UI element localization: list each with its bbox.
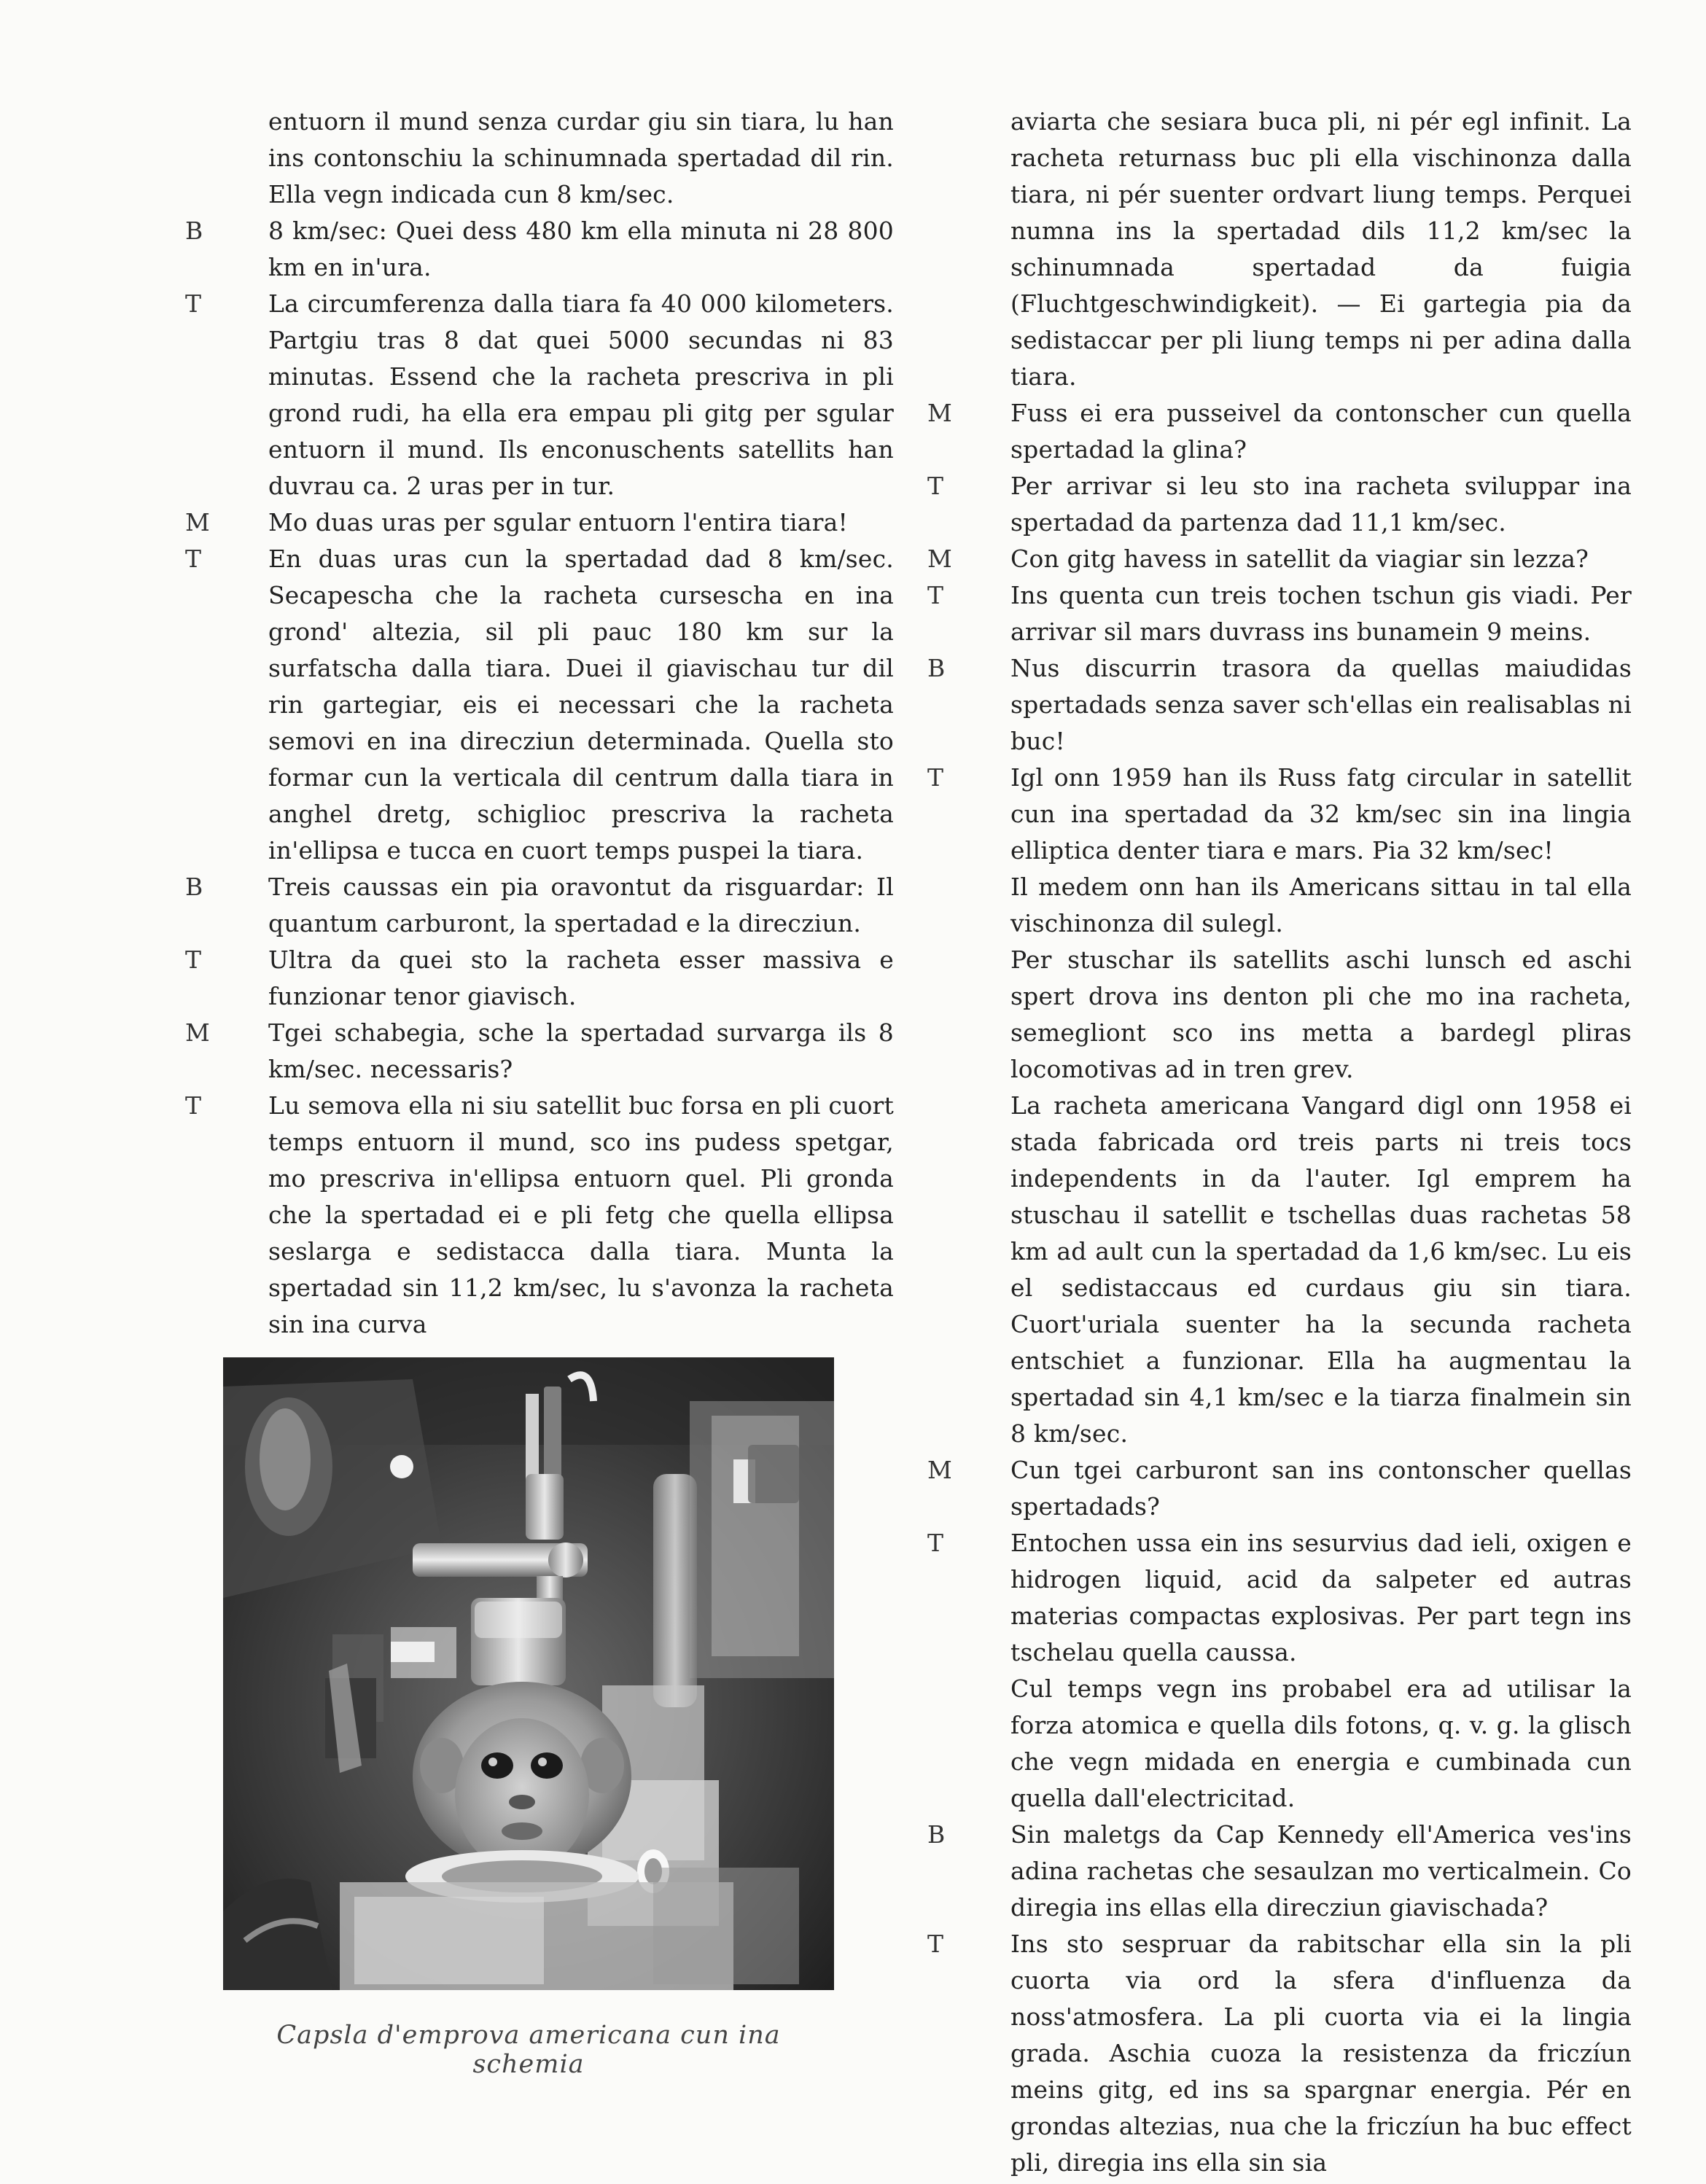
dialogue-text: Treis caussas ein pia oravontut da risguardar: Il quantum carburont, la spertadad e la direcziun. xyxy=(268,873,894,937)
dialogue-text: Cun tgei carburont san ins contonscher quellas spertadads? xyxy=(1010,1456,1632,1521)
speaker-label: B xyxy=(185,217,203,245)
speaker-label: T xyxy=(185,1091,202,1120)
dialogue-entry xyxy=(927,650,1632,760)
monkey-photo xyxy=(223,1357,834,1990)
dialogue-text: Ins quenta cun treis tochen tschun gis viadi. Per arrivar sil mars duvrass ins bunamein 9 meins. xyxy=(1010,581,1632,646)
dialogue-entry xyxy=(927,1671,1632,1817)
left-column xyxy=(185,104,894,1343)
dialogue-entry xyxy=(185,1015,894,1088)
speaker-label: M xyxy=(185,1018,210,1047)
dialogue-entry xyxy=(927,1817,1632,1926)
dialogue-text: Con gitg havess in satellit da viagiar sin lezza? xyxy=(1010,545,1589,573)
dialogue-text: En duas uras cun la spertadad dad 8 km/sec. Secapescha che la racheta cursescha en ina grond' altezia, sil pli pauc 180 km sur la surfatscha dalla tiara. Duei il giavischau tur dil rin gartegiar, eis ei necessari che la racheta semovi en ina direcziun determinada. Quella sto formar cun la verticala dil centrum dalla tiara in anghel dretg, schiglioc prescriva la racheta in'ellipsa e tucca en cuort temps puspei la tiara. xyxy=(268,545,894,865)
dialogue-entry xyxy=(927,1088,1632,1452)
speaker-label: M xyxy=(927,1456,952,1484)
speaker-label xyxy=(185,104,268,213)
speaker-label: T xyxy=(185,289,202,318)
photo-caption: Capsla d'emprova americana cun ina schemia xyxy=(276,2021,781,2079)
speaker-label: B xyxy=(927,654,946,682)
dialogue-entry xyxy=(185,104,894,213)
dialogue-entry xyxy=(927,395,1632,468)
dialogue-text: Per arrivar si leu sto ina racheta sviluppar ina spertadad da partenza dad 11,1 km/sec. xyxy=(1010,472,1632,537)
speaker-label: T xyxy=(927,472,944,500)
dialogue-entry xyxy=(185,541,894,869)
dialogue-text: Entochen ussa ein ins sesurvius dad ieli, oxigen e hidrogen liquid, acid da salpeter ed autras materias compactas explosivas. Per part tegn ins tschelau quella caussa. xyxy=(1010,1529,1632,1666)
dialogue-text: Nus discurrin trasora da quellas maiudidas spertadads senza saver sch'ellas ein realisablas ni buc! xyxy=(1010,654,1632,755)
dialogue-text: Tgei schabegia, sche la spertadad survarga ils 8 km/sec. necessaris? xyxy=(268,1018,894,1083)
dialogue-entry xyxy=(927,760,1632,869)
dialogue-text: Mo duas uras per sgular entuorn l'entira tiara! xyxy=(268,508,848,537)
speaker-label xyxy=(927,1671,1010,1817)
dialogue-text: Per stuschar ils satellits aschi lunsch ed aschi spert drova ins denton pli che mo ina racheta, semegliont sco ins metta a bardegl pliras locomotivas ad in tren grev. xyxy=(1010,945,1632,1083)
dialogue-text: entuorn il mund senza curdar giu sin tiara, lu han ins contonschiu la schinumnada spertadad dil rin. Ella vegn indicada cun 8 km/sec. xyxy=(268,107,894,208)
dialogue-text: La racheta americana Vangard digl onn 1958 ei stada fabricada ord treis parts ni treis tocs independents in da l'auter. Igl emprem ha stuschau il satellit e tschellas duas rachetas 58 km ad ault cun la spertadad da 1,6 km/sec. Lu eis el sedistaccaus ed curdaus giu sin tiara. Cuort'uriala suenter ha la secunda racheta entschiet a funzionar. Ella ha augmentau la spertadad sin 4,1 km/sec e la tiarza finalmein sin 8 km/sec. xyxy=(1010,1091,1632,1448)
dialogue-entry xyxy=(185,1088,894,1343)
dialogue-text: Ins sto sespruar da rabitschar ella sin la pli cuorta via ord la sfera d'influenza da noss'atmosfera. La pli cuorta via ei la lingia grada. Aschia cuoza la resistenza da friczíun meins gitg, ed ins sa spargnar energia. Pér en grondas altezias, nua che la friczíun ha buc effect pli, diregia ins ella sin sia xyxy=(1010,1930,1632,2177)
dialogue-entry xyxy=(927,104,1632,395)
speaker-label: T xyxy=(927,1930,944,1958)
dialogue-text: Cul temps vegn ins probabel era ad utilisar la forza atomica e quella dils fotons, q. v. g. la glisch che vegn midada en energia e cumbinada cun quella dall'electricitad. xyxy=(1010,1674,1632,1812)
speaker-label: T xyxy=(185,945,202,974)
speaker-label: T xyxy=(927,763,944,792)
speaker-label: T xyxy=(927,581,944,609)
dialogue-entry xyxy=(185,869,894,942)
dialogue-text: Lu semova ella ni siu satellit buc forsa en pli cuort temps entuorn il mund, sco ins pudess spetgar, mo prescriva in'ellipsa entuorn quel. Pli gronda che la spertadad ei e pli fetg che quella ellipsa seslarga e sedistacca dalla tiara. Munta la spertadad sin 11,2 km/sec, lu s'avonza la racheta sin ina curva xyxy=(268,1091,894,1338)
speaker-label xyxy=(927,104,1010,395)
dialogue-text: Igl onn 1959 han ils Russ fatg circular in satellit cun ina spertadad da 32 km/sec sin ina lingia elliptica denter tiara e mars. Pia 32 km/sec! xyxy=(1010,763,1632,865)
dialogue-entry xyxy=(185,504,894,541)
monkey-photo-icon xyxy=(223,1357,834,1990)
dialogue-entry xyxy=(927,541,1632,577)
dialogue-text: Fuss ei era pusseivel da contonscher cun quella spertadad la glina? xyxy=(1010,399,1632,464)
dialogue-entry xyxy=(927,942,1632,1088)
dialogue-text: La circumferenza dalla tiara fa 40 000 kilometers. Partgiu tras 8 dat quei 5000 secundas ni 83 minutas. Essend che la racheta prescriva in pli grond rudi, ha ella era empau pli gitg per sgular entuorn il mund. Ils enconuschents satellits han duvrau ca. 2 uras per in tur. xyxy=(268,289,894,500)
right-column xyxy=(927,104,1632,2181)
dialogue-entry xyxy=(927,1525,1632,1671)
speaker-label: M xyxy=(927,399,952,427)
speaker-label: B xyxy=(927,1820,946,1849)
dialogue-text: Sin maletgs da Cap Kennedy ell'America ves'ins adina rachetas che sesaulzan mo verticalmein. Co diregia ins ellas ella direcziun giavischada? xyxy=(1010,1820,1632,1922)
dialogue-text: 8 km/sec: Quei dess 480 km ella minuta ni 28 800 km en in'ura. xyxy=(268,217,894,281)
speaker-label: T xyxy=(927,1529,944,1557)
dialogue-entry xyxy=(927,869,1632,942)
dialogue-entry xyxy=(185,213,894,286)
dialogue-text: Ultra da quei sto la racheta esser massiva e funzionar tenor giavisch. xyxy=(268,945,894,1010)
dialogue-entry xyxy=(185,286,894,504)
dialogue-text: aviarta che sesiara buca pli, ni pér egl infinit. La racheta returnass buc pli ella vischinonza dalla tiara, ni pér suenter ordvart liung temps. Perquei numna ins la spertadad dils 11,2 km/sec la schinumnada spertadad da fuigia (Fluchtgeschwindigkeit). — Ei gartegia pia da sedistaccar per pli liung temps ni per adina dalla tiara. xyxy=(1010,107,1632,391)
speaker-label xyxy=(927,942,1010,1088)
speaker-label: M xyxy=(185,508,210,537)
speaker-label: T xyxy=(185,545,202,573)
dialogue-entry xyxy=(927,468,1632,541)
speaker-label: M xyxy=(927,545,952,573)
dialogue-entry xyxy=(185,942,894,1015)
speaker-label xyxy=(927,1088,1010,1452)
dialogue-entry xyxy=(927,1452,1632,1525)
speaker-label xyxy=(927,869,1010,942)
dialogue-entry xyxy=(927,577,1632,650)
dialogue-entry xyxy=(927,1926,1632,2181)
dialogue-text: Il medem onn han ils Americans sittau in tal ella vischinonza dil sulegl. xyxy=(1010,873,1632,937)
speaker-label: B xyxy=(185,873,203,901)
